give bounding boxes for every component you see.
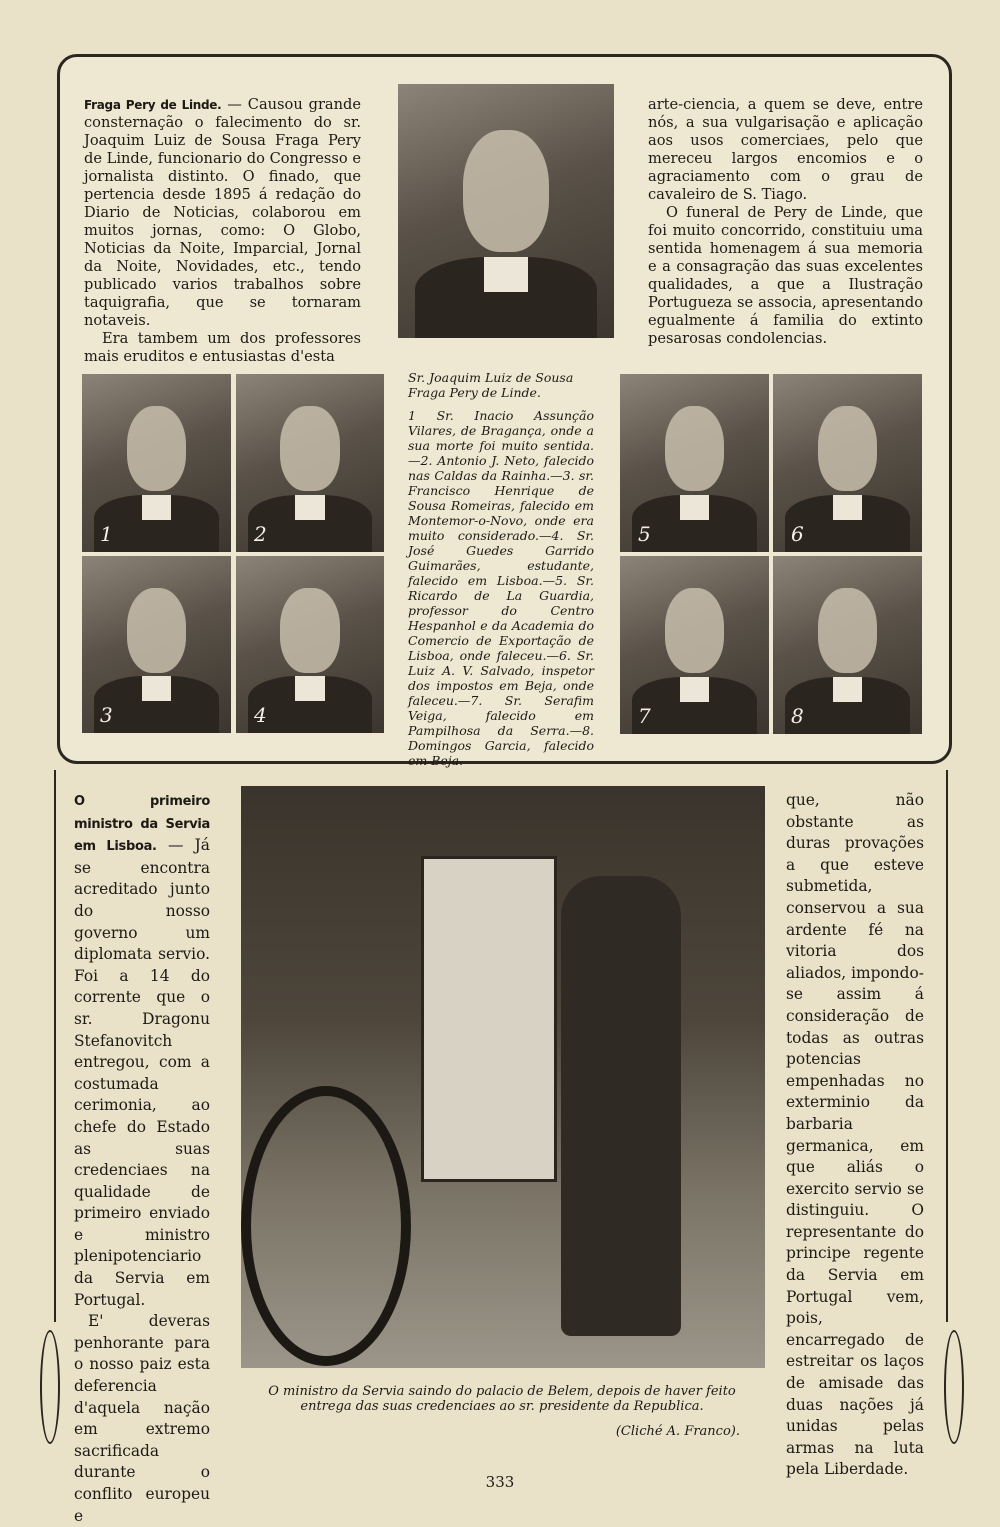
- servia-right-text: que, não obstante as duras provações a que esteve submetida, conservou a sua ardente fé na vitoria dos aliados, impondo-se assim á consideração de todas as outras potencias empenhadas no exterminio da barbaria germanica, em que aliás o exercito servio se distinguiu. O representante do principe regente da Servia em Portugal vem, pois, encarregado de estreitar os laços de amisade das duas nações já unidas pelas armas na luta pela Liberdade.: [786, 791, 924, 1479]
- portrait-number: 6: [791, 522, 804, 546]
- portrait-3: [82, 556, 231, 733]
- obituary-left-text: — Causou grande consternação o falecimento do sr. Joaquim Luiz de Sousa Fraga Pery de Linde, funcionario do Congresso e jornalista distinto. O finado, que pertencia desde 1895 á redação do Diario de Noticias, colaborou em muitos jornas, como: O Globo, Noticias da Noite, Imparcial, Jornal da Noite, Novidades, etc., tendo publicado varios trabalhos sobre taquigrafia, que se tornaram notaveis.: [84, 96, 361, 329]
- portrait-5: [620, 374, 769, 552]
- main-portrait-caption: [408, 370, 594, 768]
- servia-lead: O primeiro ministro da Servia em Lisboa.: [74, 794, 210, 855]
- portrait-number: 2: [254, 522, 267, 546]
- portrait-4: [236, 556, 384, 733]
- servia-right-column: [786, 790, 924, 1481]
- servia-photo-credit: (Cliché A. Franco).: [615, 1424, 740, 1439]
- obituary-lead: Fraga Pery de Linde.: [84, 98, 222, 112]
- right-ornament-icon: [944, 1330, 964, 1444]
- obituary-left-text-2: Era tambem um dos professores mais eruditos e entusiastas d'esta: [84, 330, 361, 365]
- carriage-door-shape: [421, 856, 557, 1182]
- portrait-2: [236, 374, 384, 552]
- obituary-right-text: arte-ciencia, a quem se deve, entre nós, a sua vulgarisação e aplicação aos usos comerciaes, pelo que mereceu largos encomios e o agraciamento com o grau de cavaleiro de S. Tiago.: [648, 96, 923, 203]
- servia-left-column: [74, 790, 210, 1527]
- portrait-8: [773, 556, 922, 734]
- carriage-wheel-shape: [241, 1086, 411, 1366]
- portrait-number: 3: [100, 703, 113, 727]
- servia-photo-caption: O ministro da Servia saindo do palacio de Belem, depois de haver feito entrega das suas credenciaes ao sr. presidente da Republica.: [268, 1384, 736, 1414]
- portrait-number: 7: [638, 704, 651, 728]
- portrait-1: [82, 374, 231, 552]
- left-ornament-icon: [40, 1330, 60, 1444]
- portraits-list-caption: 1 Sr. Inacio Assunção Vilares, de Bragança, onde a sua morte foi muito sentida.—2. Antonio J. Neto, falecido nas Caldas da Rainha.—3. sr. Francisco Henrique de Sousa Romeiras, falecido em Montemor-o-Novo, onde era muito considerado.—4. Sr. José Guedes Garrido Guimarães, estudante, falecido em Lisboa.—5. Sr. Ricardo de La Guardia, professor do Centro Hespanhol e da Academia do Comercio de Exportação de Lisboa, onde faleceu.—6. Sr. Luiz A. V. Salvado, inspetor dos impostos em Beja, onde faleceu.—7. Sr. Serafim Veiga, falecido em Pampilhosa da Serra.—8. Domingos Garcia, falecido em Beja.: [408, 408, 594, 768]
- page-number: 333: [485, 1473, 515, 1491]
- portrait-6: [773, 374, 922, 552]
- portrait-number: 4: [254, 703, 267, 727]
- right-border-rule: [946, 770, 948, 1322]
- obituary-right-column: [648, 96, 923, 348]
- obituary-left-column: [84, 96, 361, 366]
- main-caption: Sr. Joaquim Luiz de Sousa Fraga Pery de Linde.: [408, 370, 574, 400]
- servia-left-text-2: E' deveras penhorante para o nosso paiz esta deferencia d'aquela nação em extremo sacrificada durante o conflito europeu e: [74, 1312, 210, 1525]
- minister-figure-shape: [561, 876, 681, 1336]
- portrait-number: 1: [100, 522, 113, 546]
- main-portrait-photo: [398, 84, 614, 338]
- portrait-number: 5: [638, 522, 651, 546]
- portrait-7: [620, 556, 769, 734]
- servia-minister-photo: [241, 786, 765, 1368]
- obituary-right-text-2: O funeral de Pery de Linde, que foi muito concorrido, constituiu uma sentida homenagem á sua memoria e a consagração das suas excelentes qualidades, a que a Ilustração Portugueza se associa, apresentando egualmente á familia do extinto pesarosas condolencias.: [648, 204, 923, 347]
- servia-left-text: — Já se encontra acreditado junto do nosso governo um diplomata servio. Foi a 14 do corrente que o sr. Dragonu Stefanovitch entregou, com a costumada cerimonia, ao chefe do Estado as suas credenciaes na qualidade de primeiro enviado e ministro plenipotenciario da Servia em Portugal.: [74, 836, 210, 1309]
- portrait-number: 8: [791, 704, 804, 728]
- left-border-rule: [54, 770, 56, 1322]
